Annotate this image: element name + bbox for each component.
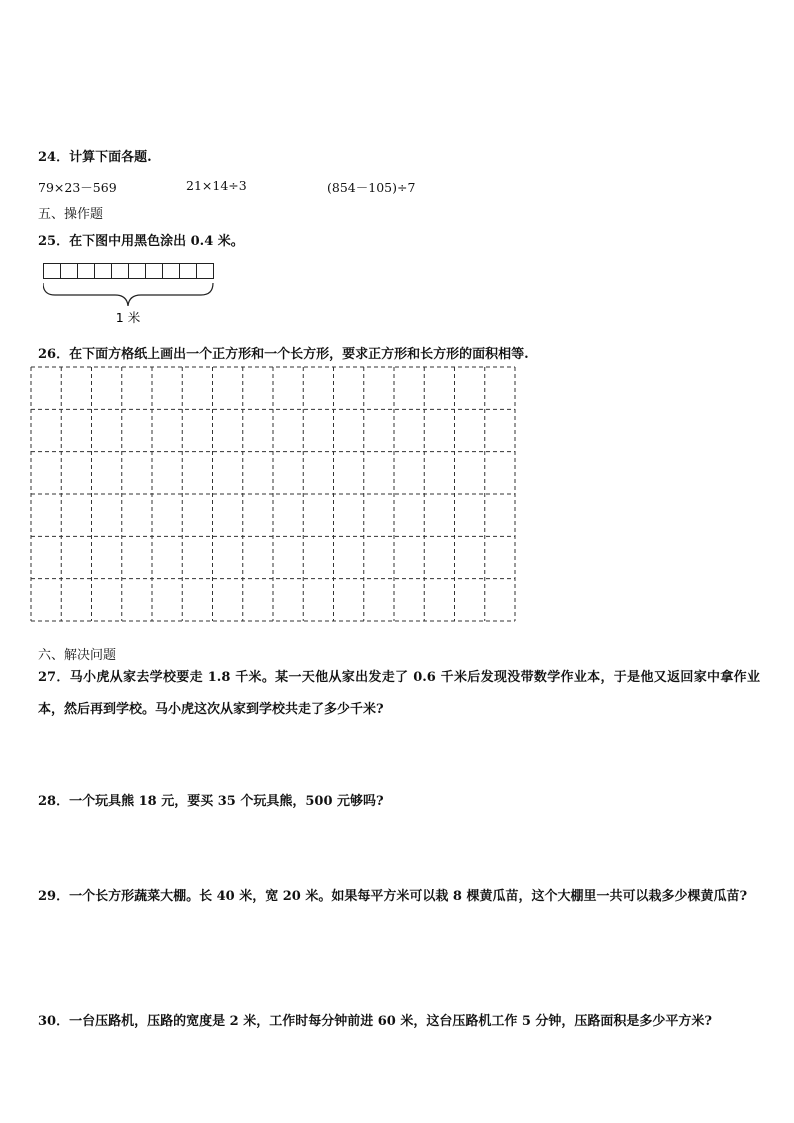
section-5-heading: 五、操作题 xyxy=(38,207,104,222)
strip-cell[interactable] xyxy=(129,264,146,279)
brace-icon xyxy=(43,283,213,306)
strip-cell[interactable] xyxy=(197,264,214,279)
dashed-grid-paper[interactable] xyxy=(30,366,516,622)
question-29: 29．一个长方形蔬菜大棚。长 40 米，宽 20 米。如果每平方米可以栽 8 棵黄瓜苗，这个大棚里一共可以栽多少棵黄瓜苗? xyxy=(38,889,748,904)
strip-cell[interactable] xyxy=(44,264,61,279)
expression-2: 21×14÷3 xyxy=(186,178,247,193)
brace-label: 1 米 xyxy=(115,310,141,325)
strip-cell[interactable] xyxy=(180,264,197,279)
meter-strip-cells xyxy=(44,264,214,279)
strip-cell[interactable] xyxy=(95,264,112,279)
question-24-title: 24．计算下面各题. xyxy=(38,150,152,165)
strip-cell[interactable] xyxy=(163,264,180,279)
expression-1: 79×23－569 xyxy=(38,180,117,195)
question-25-title: 25．在下图中用黑色涂出 0.4 米。 xyxy=(38,234,244,249)
strip-cell[interactable] xyxy=(78,264,95,279)
strip-cell[interactable] xyxy=(112,264,129,279)
question-30: 30．一台压路机，压路的宽度是 2 米，工作时每分钟前进 60 米，这台压路机工作 5 分钟，压路面积是多少平方米? xyxy=(38,1014,713,1029)
question-26-title: 26．在下面方格纸上画出一个正方形和一个长方形，要求正方形和长方形的面积相等. xyxy=(38,347,529,362)
question-27: 27．马小虎从家去学校要走 1.8 千米。某一天他从家出发走了 0.6 千米后发现没带数学作业本，于是他又返回家中拿作业本，然后再到学校。马小虎这次从家到学校共走了多少千米? xyxy=(38,670,760,717)
strip-cell[interactable] xyxy=(146,264,163,279)
meter-strip-figure xyxy=(43,263,223,331)
question-28: 28．一个玩具熊 18 元，要买 35 个玩具熊，500 元够吗? xyxy=(38,794,384,809)
expression-3: (854－105)÷7 xyxy=(327,180,416,195)
section-6-heading: 六、解决问题 xyxy=(38,648,117,663)
strip-cell[interactable] xyxy=(61,264,78,279)
